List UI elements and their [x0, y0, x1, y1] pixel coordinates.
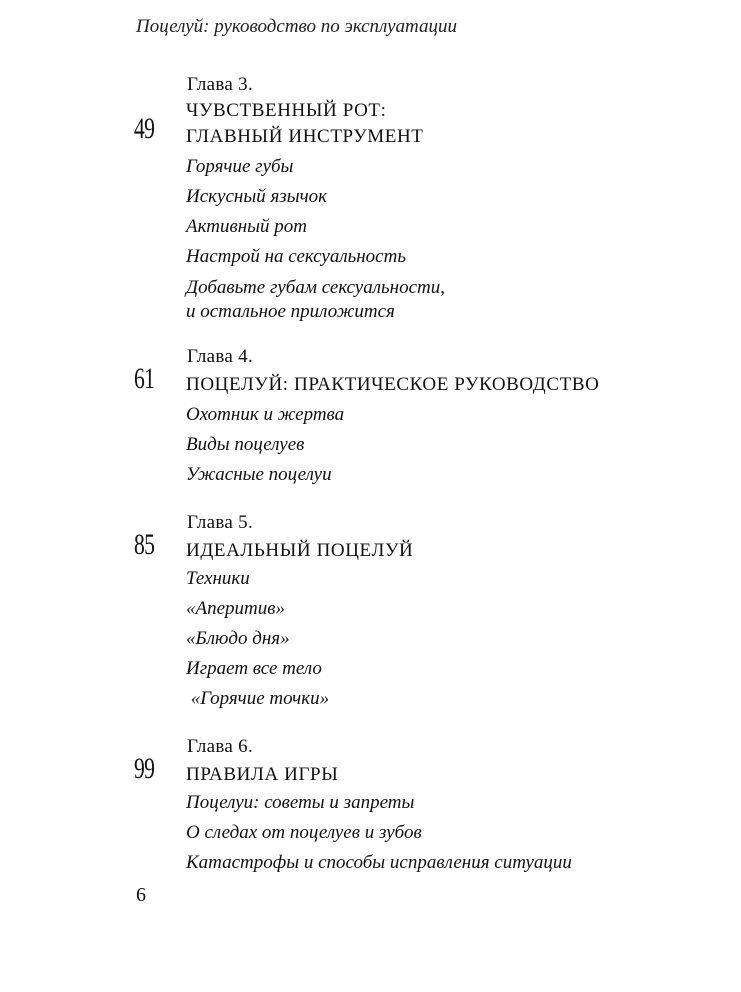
section-list [186, 564, 329, 714]
chapter-title-line: ИДЕАЛЬНЫЙ ПОЦЕЛУЙ [186, 540, 414, 561]
section-item: Охотник и жертва [186, 404, 345, 425]
section-item: Играет все тело [186, 658, 322, 679]
section-item [186, 272, 445, 324]
running-header: Поцелуй: руководство по эксплуатации [136, 16, 457, 37]
chapter-page-number: 49 [134, 112, 155, 145]
section-item: Катастрофы и способы исправления ситуации [186, 852, 572, 873]
chapter-title-line: ПОЦЕЛУЙ: ПРАКТИЧЕСКОЕ РУКОВОДСТВО [186, 374, 600, 395]
chapter-label: Глава 5. [187, 512, 254, 533]
section-item: Поцелуи: советы и запреты [186, 792, 415, 813]
page-folio: 6 [136, 884, 146, 906]
section-item: Ужасные поцелуи [186, 464, 332, 485]
section-item: «Блюдо дня» [186, 628, 290, 649]
chapter-label: Глава 4. [187, 346, 254, 367]
section-item: «Аперитив» [186, 598, 286, 619]
section-item-line: Добавьте губам сексуальности, [186, 277, 445, 298]
chapter-title-line: ПРАВИЛА ИГРЫ [186, 764, 339, 785]
chapter-title-line: ГЛАВНЫЙ ИНСТРУМЕНТ [186, 126, 424, 147]
section-item: Искусный язычок [186, 186, 328, 207]
chapter-label: Глава 3. [187, 74, 254, 95]
section-list [186, 400, 344, 490]
section-item: «Горячие точки» [186, 688, 330, 709]
section-list [186, 788, 572, 878]
section-item: Активный рот [186, 216, 307, 237]
section-item: Настрой на сексуальность [186, 246, 406, 267]
section-item: Виды поцелуев [186, 434, 305, 455]
chapter-label: Глава 6. [187, 736, 254, 757]
section-item-line: и остальное приложится [186, 301, 395, 322]
section-item: Техники [186, 568, 250, 589]
chapter-page-number: 99 [134, 752, 155, 785]
section-item: О следах от поцелуев и зубов [186, 822, 422, 843]
chapter-page-number: 61 [134, 362, 155, 395]
chapter-page-number: 85 [134, 528, 155, 561]
chapter-title-line: ЧУВСТВЕННЫЙ РОТ: [186, 100, 387, 121]
section-list [186, 152, 445, 324]
section-item: Горячие губы [186, 156, 294, 177]
